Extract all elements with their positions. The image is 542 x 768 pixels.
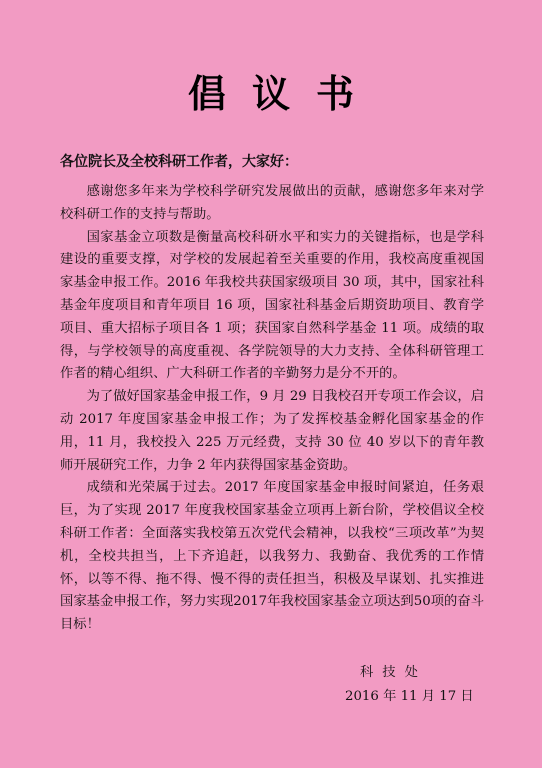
- signature-date: 2016 年 11 月 17 日: [345, 689, 474, 704]
- letter-body: [60, 181, 484, 637]
- paragraph-4: 成绩和光荣属于过去。2017 年度国家基金申报时间紧迫，任务艰巨，为了实现 2017 年度我校国家基金立项再上新台阶，学校倡议全校科研工作者：全面落实我校第五次党代会精神，以我校“三项改革”为契机，全校共担当，上下齐追赶，以我努力、我勤奋、我优秀的工作情怀，以等不得、拖不得、慢不得的责任担当，积极及早谋划、扎实推进国家基金申报工作，努力实现2017年我校国家基金立项达到50项的奋斗目标！: [60, 480, 484, 633]
- paragraph-3: 为了做好国家基金申报工作，9 月 29 日我校召开专项工作会议，启动 2017 年度国家基金申报工作；为了发挥校基金孵化国家基金的作用，11 月，我校投入 225 万元经费，支持 30 位 40 岁以下的青年教师开展研究工作，力争 2 年内获得国家基金资助。: [60, 389, 484, 473]
- signature: 科技处: [360, 665, 427, 680]
- paragraph-2: 国家基金立项数是衡量高校科研水平和实力的关键指标，也是学科建设的重要支撑，对学校的发展起着至关重要的作用，我校高度重视国家基金申报工作。2016 年我校共获国家级项目 30 项，其中，国家社科基金年度项目和青年项目 16 项，国家社科基金后期资助项目、教育学项目、重大招标子项目各 1 项；获国家自然科学基金 11 项。成绩的取得，与学校领导的高度重视、各学院领导的大力支持、全体科研管理工作者的精心组织、广大科研工作者的辛勤努力是分不开的。: [60, 229, 484, 382]
- paragraph-1: 感谢您多年来为学校科学研究发展做出的贡献，感谢您多年来对学校科研工作的支持与帮助。: [60, 184, 484, 222]
- page-title: 倡议书: [187, 72, 380, 116]
- salutation: 各位院长及全校科研工作者，大家好：: [60, 154, 298, 170]
